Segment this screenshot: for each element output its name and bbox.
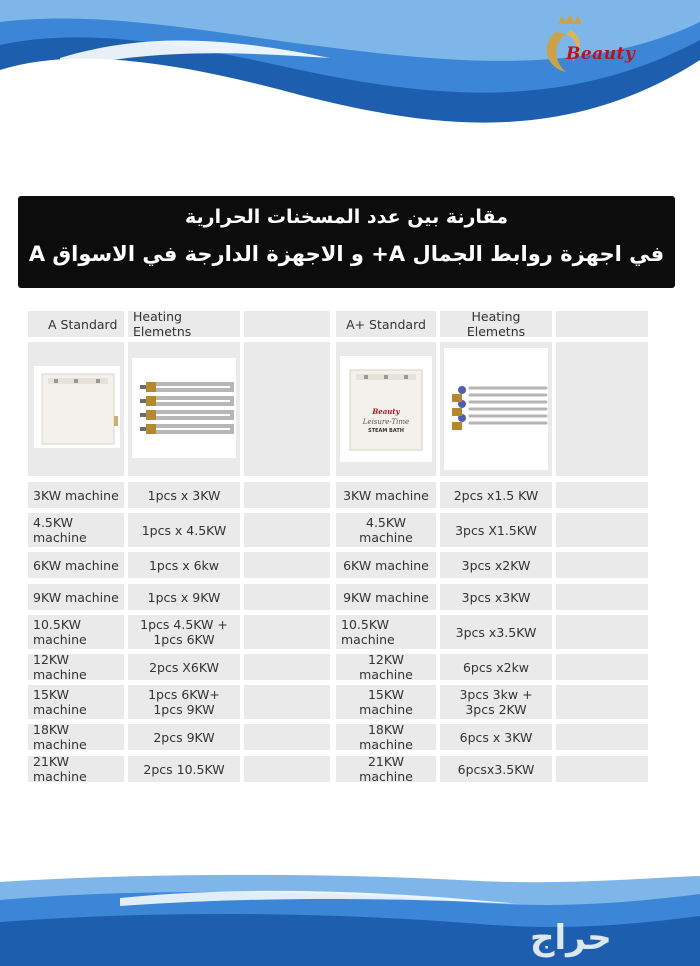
left-row-7-machine: 15KW machine [28,685,124,719]
right-header-elements: Heating Elemetns [440,311,552,337]
right-row-6-elements: 6pcs x2kw [440,654,552,680]
heating-elements-image [444,348,548,470]
left-row-6-machine: 12KW machine [28,654,124,680]
left-row-2-machine: 4.5KW machine [28,513,124,547]
left-row-9-elements: 2pcs 10.5KW [128,756,240,782]
title-line-1: مقارنة بين عدد المسخنات الحرارية [185,206,508,228]
left-row-1-elements: 1pcs x 3KW [128,482,240,508]
right-row-1-empty [556,482,648,508]
left-row-4-empty [244,584,330,610]
right-row-8-machine: 18KW machine [336,724,436,750]
right-row-2-machine: 4.5KW machine [336,513,436,547]
left-row-6-empty [244,654,330,680]
left-header-empty [244,311,330,337]
right-row-3-elements: 3pcs x2KW [440,552,552,578]
steam-generator-box-image [34,366,120,448]
right-image-empty-cell [556,342,648,476]
left-row-8-elements: 2pcs 9KW [128,724,240,750]
left-row-7-elements: 1pcs 6KW+ 1pcs 9KW [128,685,240,719]
right-row-1-elements: 2pcs x1.5 KW [440,482,552,508]
right-machine-image-cell [336,342,436,476]
right-row-3-empty [556,552,648,578]
left-row-2-elements: 1pcs x 4.5KW [128,513,240,547]
right-row-7-empty [556,685,648,719]
left-row-3-empty [244,552,330,578]
left-elements-image-cell [128,342,240,476]
right-row-6-empty [556,654,648,680]
right-header-empty [556,311,648,337]
right-row-2-empty [556,513,648,547]
left-row-9-empty [244,756,330,782]
left-row-9-machine: 21KW machine [28,756,124,782]
left-row-5-elements: 1pcs 4.5KW + 1pcs 6KW [128,615,240,649]
left-row-3-machine: 6KW machine [28,552,124,578]
left-row-4-elements: 1pcs x 9KW [128,584,240,610]
brand-logo-text: Beauty [566,44,636,64]
left-image-empty-cell [244,342,330,476]
box-label-type: STEAM BATH [368,428,404,434]
right-row-5-empty [556,615,648,649]
left-row-1-machine: 3KW machine [28,482,124,508]
right-row-1-machine: 3KW machine [336,482,436,508]
right-row-7-elements: 3pcs 3kw + 3pcs 2KW [440,685,552,719]
right-row-6-machine: 12KW machine [336,654,436,680]
left-row-5-empty [244,615,330,649]
right-row-2-elements: 3pcs X1.5KW [440,513,552,547]
left-header-model: A Standard [28,311,124,337]
left-machine-image-cell [28,342,124,476]
heating-elements-image [132,358,236,458]
right-row-9-machine: 21KW machine [336,756,436,782]
box-label-brand: Beauty [372,407,400,416]
title-banner [18,196,675,288]
watermark-text: حراج [530,918,612,958]
right-row-3-machine: 6KW machine [336,552,436,578]
left-row-8-empty [244,724,330,750]
right-row-8-elements: 6pcs x 3KW [440,724,552,750]
left-row-3-elements: 1pcs x 6kw [128,552,240,578]
left-row-7-empty [244,685,330,719]
right-row-5-elements: 3pcs x3.5KW [440,615,552,649]
right-row-4-elements: 3pcs x3KW [440,584,552,610]
right-row-7-machine: 15KW machine [336,685,436,719]
left-row-5-machine: 10.5KW machine [28,615,124,649]
right-elements-image-cell [440,342,552,476]
right-row-4-machine: 9KW machine [336,584,436,610]
right-row-9-empty [556,756,648,782]
left-row-6-elements: 2pcs X6KW [128,654,240,680]
right-header-model: A+ Standard [336,311,436,337]
left-row-4-machine: 9KW machine [28,584,124,610]
left-row-2-empty [244,513,330,547]
right-row-9-elements: 6pcsx3.5KW [440,756,552,782]
right-row-8-empty [556,724,648,750]
box-label-script: Leisure-Time [362,418,410,426]
left-header-elements: Heating Elemetns [128,311,240,337]
title-line-2: في اجهزة روابط الجمال A+ و الاجهزة الدارجة في الاسواق A [28,242,665,266]
right-row-4-empty [556,584,648,610]
right-row-5-machine: 10.5KW machine [336,615,436,649]
left-row-1-empty [244,482,330,508]
left-row-8-machine: 18KW machine [28,724,124,750]
